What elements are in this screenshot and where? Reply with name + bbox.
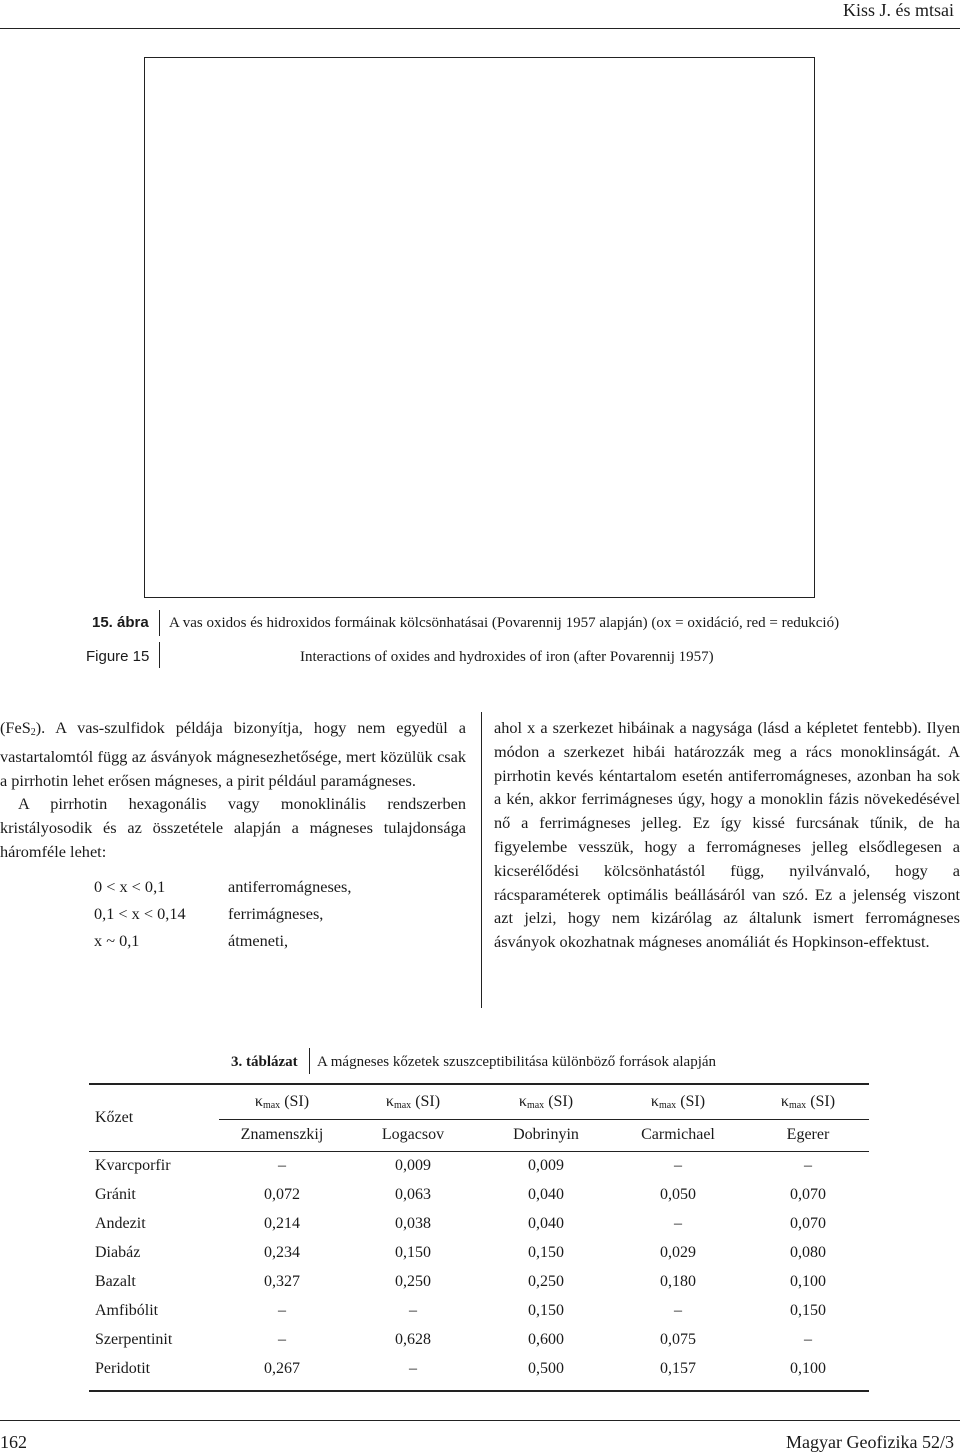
susceptibility-cell: 0,100 (790, 1273, 826, 1290)
susceptibility-cell: – (409, 1360, 417, 1377)
susceptibility-cell: 0,157 (660, 1360, 696, 1377)
susceptibility-cell: 0,250 (395, 1273, 431, 1290)
rock-name-cell: Szerpentinit (95, 1331, 173, 1348)
susceptibility-cell: 0,029 (660, 1244, 696, 1261)
susceptibility-cell: – (674, 1215, 682, 1232)
susceptibility-cell: 0,070 (790, 1186, 826, 1203)
rock-name-cell: Kvarcporfir (95, 1157, 171, 1174)
susceptibility-cell: 0,009 (395, 1157, 431, 1174)
right-column (494, 716, 960, 954)
susceptibility-cell: 0,040 (528, 1186, 564, 1203)
condition-type: átmeneti, (228, 931, 289, 950)
condition-row (94, 931, 351, 958)
left-column (0, 716, 466, 864)
kappa-symbol: κ (650, 1093, 659, 1110)
kappa-symbol: κ (254, 1093, 263, 1110)
condition-range: 0,1 < x < 0,14 (94, 904, 186, 923)
kappa-subscript: max (658, 1100, 677, 1111)
caption-separator (159, 610, 160, 636)
figure-label-hu: 15. ábra (92, 614, 149, 631)
susceptibility-cell: 0,327 (264, 1273, 300, 1290)
kappa-unit: (SI) (548, 1093, 574, 1110)
susceptibility-cell: – (804, 1157, 812, 1174)
condition-row (94, 904, 351, 931)
source-header-cell: Dobrinyin (513, 1126, 579, 1143)
table-top-rule (89, 1083, 869, 1085)
condition-row (94, 877, 351, 904)
source-header-cell: Logacsov (381, 1126, 445, 1143)
susceptibility-cell: 0,063 (395, 1186, 431, 1203)
column-divider (481, 712, 482, 1008)
susceptibility-cell: – (674, 1157, 682, 1174)
susceptibility-cell: – (674, 1302, 682, 1319)
susceptibility-cell: 0,180 (660, 1273, 696, 1290)
page-number: 162 (0, 1432, 27, 1452)
susceptibility-cell: 0,214 (264, 1215, 300, 1232)
figure-caption-hu: A vas oxidos és hidroxidos formáinak kölcsönhatásai (Povarennij 1957 alapján) (ox = oxidáció, red = redukció) (169, 615, 840, 631)
condition-type: antiferromágneses, (228, 877, 352, 896)
kappa-subscript: max (526, 1100, 545, 1111)
susceptibility-cell: 0,038 (395, 1215, 431, 1232)
paragraph-1 (0, 716, 466, 792)
kappa-header-cell (613, 1093, 743, 1111)
figure-frame (144, 57, 815, 598)
source-header-cell: Carmichael (641, 1126, 715, 1143)
susceptibility-cell: 0,150 (528, 1244, 564, 1261)
susceptibility-cell: 0,075 (660, 1331, 696, 1348)
susceptibility-cell: 0,050 (660, 1186, 696, 1203)
susceptibility-cell: – (278, 1157, 286, 1174)
kappa-subscript: max (262, 1100, 281, 1111)
kappa-unit: (SI) (415, 1093, 441, 1110)
source-header-cell: Znamenszkij (240, 1126, 324, 1143)
susceptibility-cell: 0,600 (528, 1331, 564, 1348)
susceptibility-cell: 0,100 (790, 1360, 826, 1377)
formula-fes: (FeS (0, 718, 31, 737)
susceptibility-cell: 0,150 (790, 1302, 826, 1319)
susceptibility-cell: 0,150 (395, 1244, 431, 1261)
kappa-unit: (SI) (810, 1093, 836, 1110)
susceptibility-cell: 0,234 (264, 1244, 300, 1261)
figure-caption-en: Interactions of oxides and hydroxides of iron (after Povarennij 1957) (300, 649, 714, 665)
rock-name-cell: Amfibólit (95, 1302, 159, 1319)
journal-name: Magyar Geofizika 52/3 (786, 1432, 954, 1452)
condition-type: ferrimágneses, (228, 904, 324, 923)
caption-separator-en (159, 642, 160, 668)
kappa-header-cell (481, 1093, 611, 1111)
table-kappa-rule (219, 1119, 869, 1120)
rock-name-cell: Diabáz (95, 1244, 141, 1261)
formula-subscript: 2 (30, 727, 36, 738)
kappa-header-cell (348, 1093, 478, 1111)
susceptibility-cell: – (804, 1331, 812, 1348)
kappa-symbol: κ (518, 1093, 527, 1110)
susceptibility-cell: 0,040 (528, 1215, 564, 1232)
condition-range: x ~ 0,1 (94, 931, 140, 950)
figure-label-en: Figure 15 (86, 648, 150, 665)
susceptibility-cell: 0,070 (790, 1215, 826, 1232)
susceptibility-cell: – (278, 1331, 286, 1348)
table-bottom-rule (89, 1390, 869, 1392)
header-divider (0, 28, 960, 29)
kappa-header-cell (743, 1093, 873, 1111)
running-head: Kiss J. és mtsai (842, 0, 954, 20)
kappa-subscript: max (393, 1100, 412, 1111)
kappa-symbol: κ (385, 1093, 394, 1110)
table-title: A mágneses kőzetek szuszceptibilitása különböző források alapján (317, 1054, 717, 1070)
paragraph-1-text: ). A vas-szulfidok példája bizonyítja, hogy nem egyedül a vastartalomtól függ az ásványok mágnesezhetősége, mert közülük csak a pirrhotin lehet erősen mágneses, a pirit például paramágneses. (0, 718, 466, 790)
susceptibility-cell: – (409, 1302, 417, 1319)
susceptibility-cell: 0,009 (528, 1157, 564, 1174)
table-caption-separator (309, 1048, 310, 1074)
susceptibility-cell: 0,080 (790, 1244, 826, 1261)
footer-divider (0, 1420, 960, 1421)
susceptibility-cell: 0,072 (264, 1186, 300, 1203)
pyrrhotite-conditions (94, 877, 351, 958)
rock-column-header: Kőzet (95, 1109, 134, 1126)
rock-name-cell: Bazalt (95, 1273, 136, 1290)
kappa-symbol: κ (780, 1093, 789, 1110)
rock-name-cell: Gránit (95, 1186, 136, 1203)
source-header-cell: Egerer (786, 1126, 830, 1143)
right-paragraph: ahol x a szerkezet hibáinak a nagysága (lásd a képletet fentebb). Ilyen módon a szerkezet hibái határozzák meg a rács monoklinságát. A pirrhotin kevés kéntartalom esetén antiferromágneses, azonban ha sok a kén, akkor ferrimágneses úgy, hogy a monoklin fázis növekedésével nő a ferrimágneses jelleg. Ez így kissé furcsának tűnik, de ha figyelembe vesszük, hogy a ferromágneses jelleg elsődlegesen a kicserélődési kölcsönhatástól függ, nyilvánvaló, hogy a rácsparaméterek optimális beállásáról van szó. Ez a jelenség viszont azt jelzi, hogy nem kizárólag az általunk ismert ferromágneses ásványok okozhatnak mágneses anomáliát és Hopkinson-effektust. (494, 718, 960, 952)
susceptibility-cell: 0,267 (264, 1360, 300, 1377)
table-label: 3. táblázat (231, 1054, 298, 1070)
kappa-unit: (SI) (284, 1093, 310, 1110)
kappa-unit: (SI) (680, 1093, 706, 1110)
kappa-header-cell (217, 1093, 347, 1111)
susceptibility-cell: 0,150 (528, 1302, 564, 1319)
susceptibility-cell: 0,250 (528, 1273, 564, 1290)
condition-range: 0 < x < 0,1 (94, 877, 166, 896)
rock-name-cell: Andezit (95, 1215, 146, 1232)
susceptibility-cell: – (278, 1302, 286, 1319)
table-header-rule (89, 1151, 869, 1152)
kappa-subscript: max (788, 1100, 807, 1111)
rock-name-cell: Peridotit (95, 1360, 151, 1377)
paragraph-2: A pirrhotin hexagonális vagy monoklinális rendszerben kristályosodik és az összetétele alapján a mágneses tulajdonsága háromféle lehet: (0, 794, 466, 861)
susceptibility-cell: 0,500 (528, 1360, 564, 1377)
susceptibility-cell: 0,628 (395, 1331, 431, 1348)
